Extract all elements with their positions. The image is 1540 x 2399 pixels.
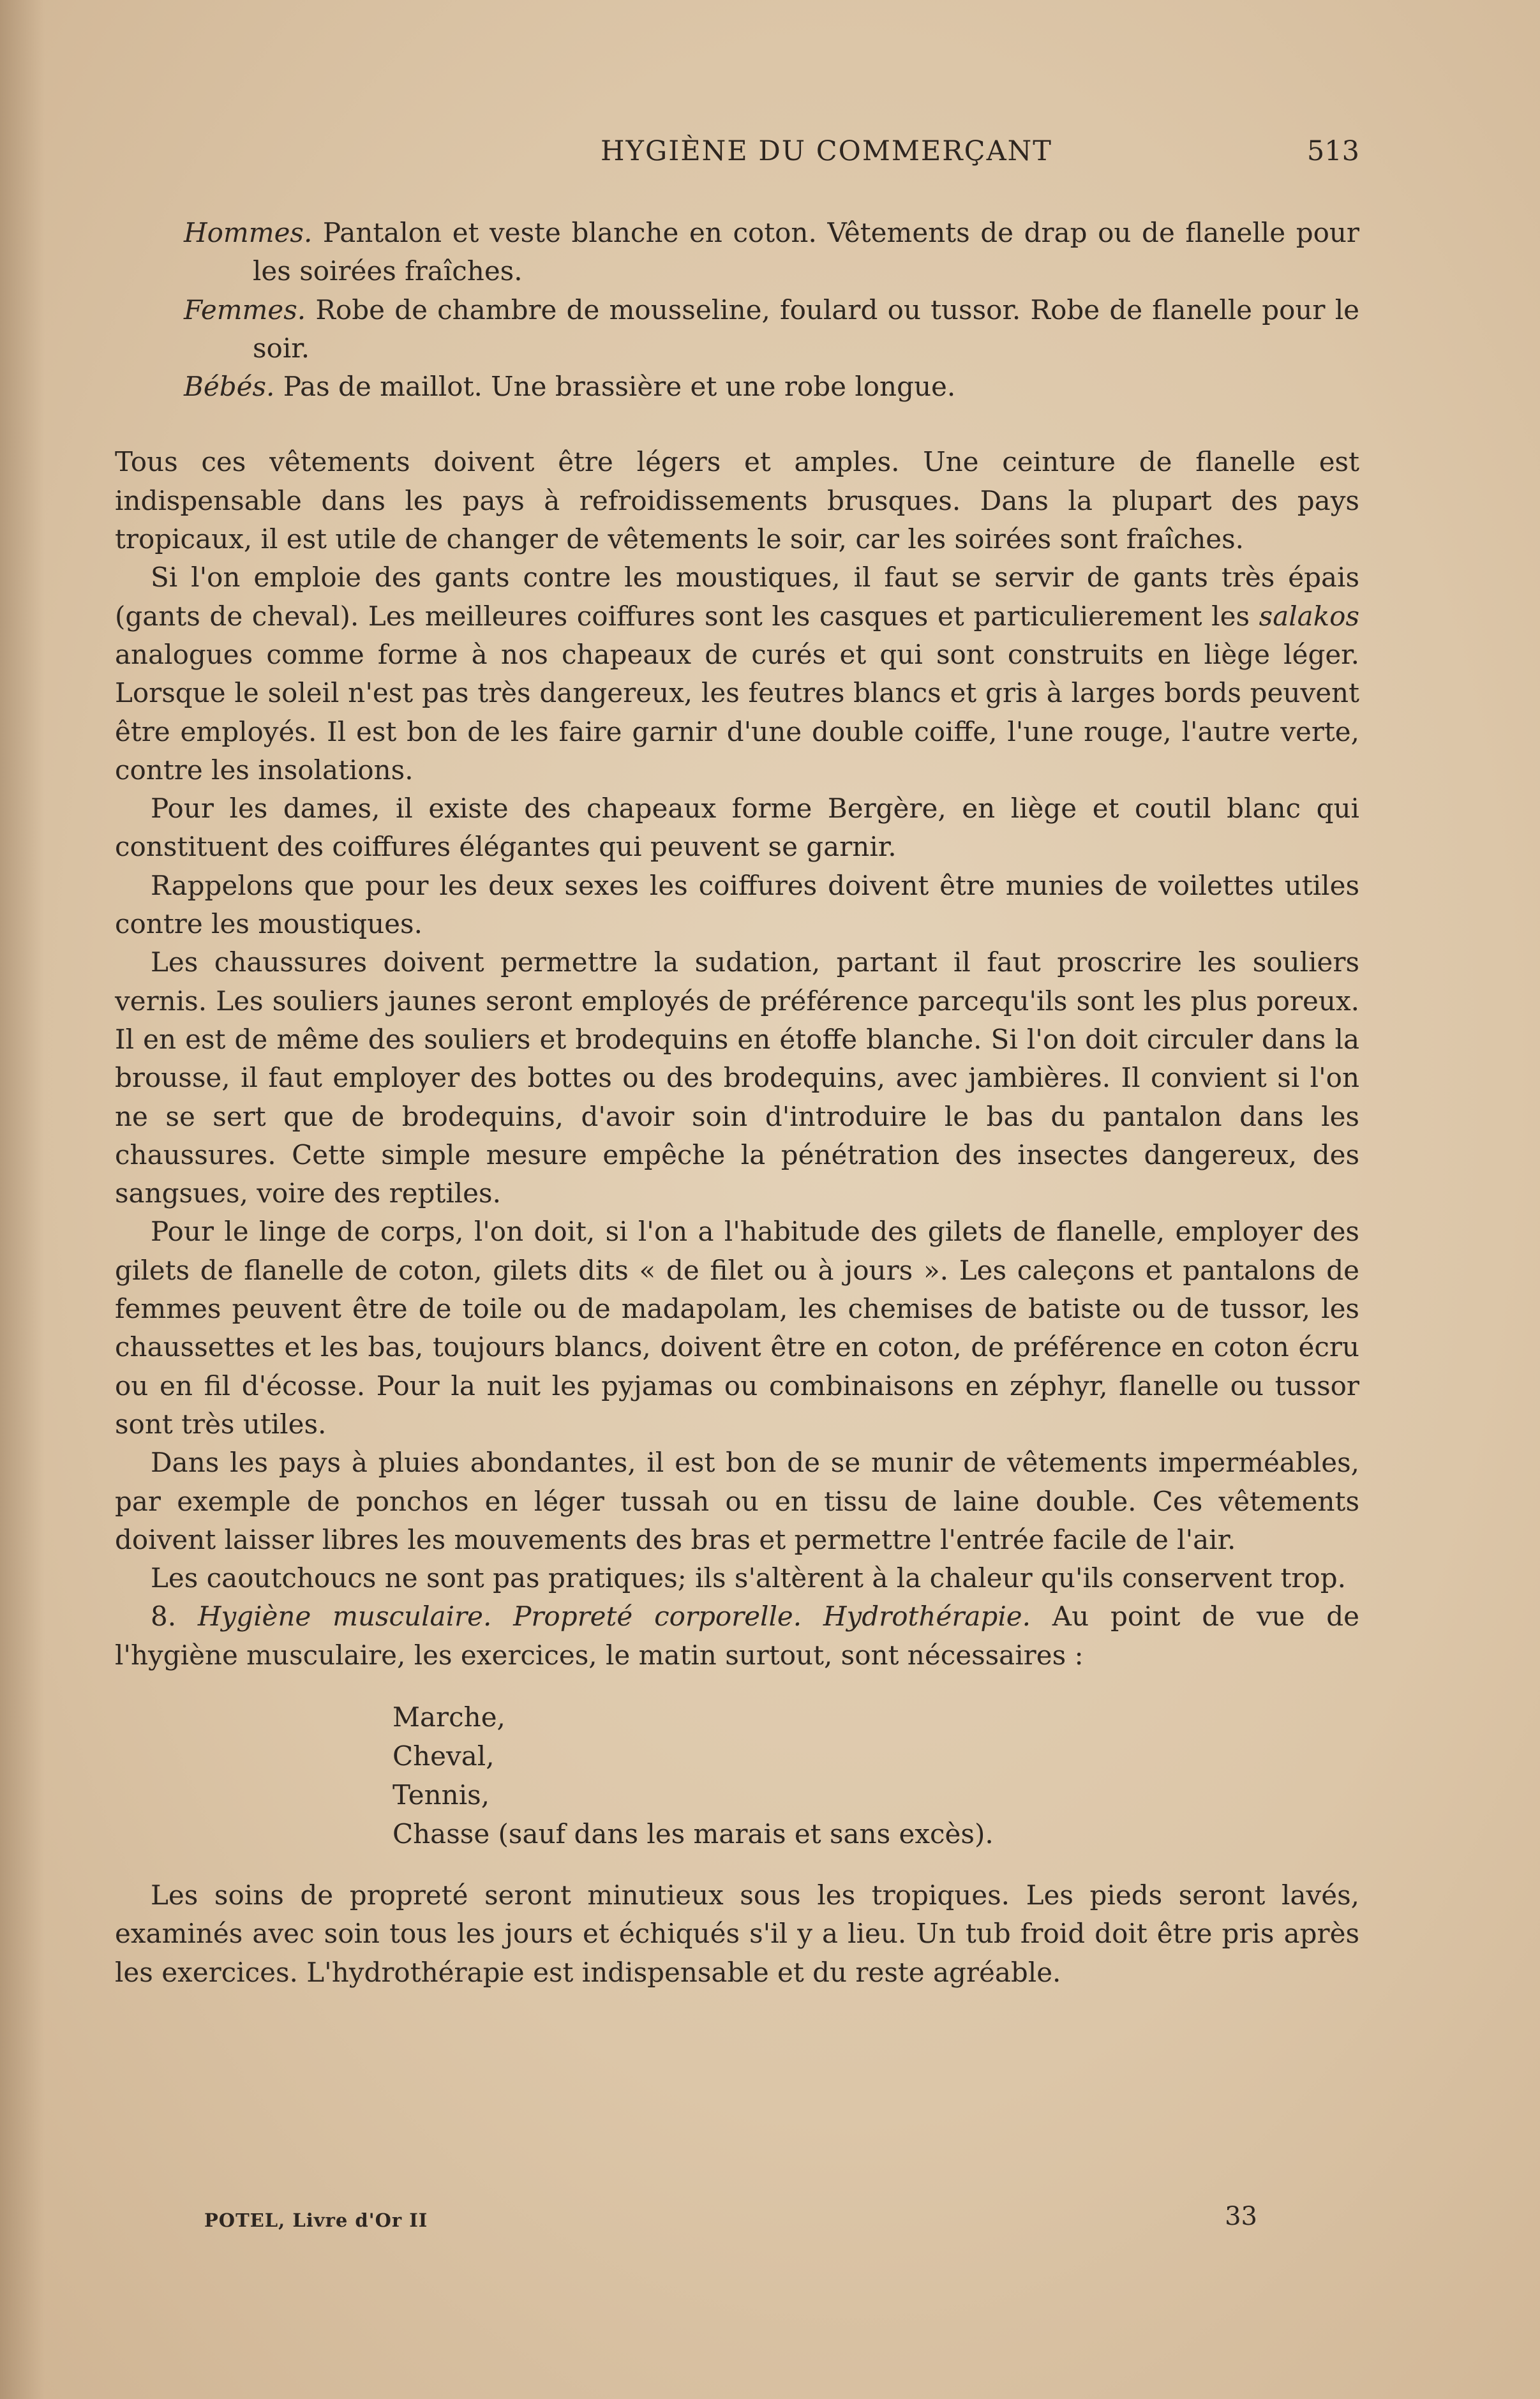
body-text xyxy=(115,214,1359,1992)
list-item: Marche, xyxy=(392,1701,505,1733)
list-item: Tennis, xyxy=(392,1779,490,1811)
clothing-entry-men xyxy=(184,214,1359,291)
entry-term: Femmes. xyxy=(184,294,306,325)
paragraph xyxy=(115,558,1359,789)
list-item: Cheval, xyxy=(392,1740,495,1772)
exercise-list xyxy=(392,1698,1359,1853)
paragraph: Tous ces vêtements doivent être légers et amples. Une ceinture de flanelle est indispensable dans les pays à refroidissements brusques. Dans la plupart des pays tropicaux, il est utile de changer de vêtements le soir, car les soirées sont fraîches. xyxy=(115,446,1359,555)
section-number: 8. xyxy=(151,1601,198,1633)
entry-text: Robe de chambre de mousseline, foulard ou tussor. Robe de flanelle pour le soir. xyxy=(253,294,1359,364)
printer-signature: POTEL, Livre d'Or II xyxy=(204,2209,428,2231)
paragraph-text: Si l'on emploie des gants contre les moustiques, il faut se servir de gants très épais (gants de cheval). Les meilleures coiffures sont les casques et particulierement les xyxy=(115,562,1359,632)
spacer xyxy=(115,406,1359,443)
paragraph: Les soins de propreté seront minutieux sous les tropiques. Les pieds seront lavés, examinés avec soin tous les jours et échiqués s'il y a lieu. Un tub froid doit être pris après les exercices. L'hydrothérapie est indispensable et du reste agréable. xyxy=(115,1879,1359,1988)
paragraph-text: Au point de vue de l'hygiène musculaire, les exercices, le matin surtout, sont nécessaires : xyxy=(115,1601,1359,1671)
paragraph: Les chaussures doivent permettre la sudation, partant il faut proscrire les souliers vernis. Les souliers jaunes seront employés de préférence parcequ'ils sont les plus poreux. Il en est de même des souliers et brodequins en étoffe blanche. Si l'on doit circuler dans la brousse, il faut employer des bottes ou des brodequins, avec jambières. Il convient si l'on ne se sert que de brodequins, d'avoir soin d'introduire le bas du pantalon dans les chaussures. Cette simple mesure empêche la pénétration des insectes dangereux, des sangsues, voire des reptiles. xyxy=(115,946,1359,1209)
paragraph: Pour les dames, il existe des chapeaux forme Bergère, en liège et coutil blanc qui constituent des coiffures élégantes qui peuvent se garnir. xyxy=(115,793,1359,863)
section-heading: Hygiène musculaire. Propreté corporelle. Hydrothérapie. xyxy=(197,1601,1031,1633)
section-paragraph xyxy=(115,1597,1359,1675)
entry-term: Hommes. xyxy=(184,217,313,248)
italic-term: salakos xyxy=(1259,600,1359,632)
paragraph-text: analogues comme forme à nos chapeaux de curés et qui sont construits en liège léger. Lorsque le soleil n'est pas très dangereux, les feutres blancs et gris à larges bords peuvent être employés. Il est bon de les faire garnir d'une double coiffe, l'une rouge, l'autre verte, contre les insolations. xyxy=(115,638,1359,786)
sheet-number: 33 xyxy=(1225,2202,1257,2231)
paragraph: Pour le linge de corps, l'on doit, si l'on a l'habitude des gilets de flanelle, employer des gilets de flanelle de coton, gilets dits « de filet ou à jours ». Les caleçons et pantalons de femmes peuvent être de toile ou de madapolam, les chemises de batiste ou de tussor, les chaussettes et les bas, toujours blancs, doivent être en coton, de préférence en coton écru ou en fil d'écosse. Pour la nuit les pyjamas ou combinaisons en zéphyr, flanelle ou tussor sont très utiles. xyxy=(115,1216,1359,1440)
running-head xyxy=(294,135,1359,186)
running-title: HYGIÈNE DU COMMERÇANT xyxy=(601,135,1052,167)
entry-term: Bébés. xyxy=(184,371,275,403)
entry-text: Pas de maillot. Une brassière et une robe longue. xyxy=(274,371,956,403)
clothing-entry-babies xyxy=(184,368,1359,406)
page-footer xyxy=(204,2202,1257,2240)
list-item: Chasse (sauf dans les marais et sans excès). xyxy=(392,1818,994,1850)
page-number: 513 xyxy=(1306,135,1359,167)
paragraph: Dans les pays à pluies abondantes, il est bon de se munir de vêtements imperméables, par exemple de ponchos en léger tussah ou en tissu de laine double. Ces vêtements doivent laisser libres les mouvements des bras et permettre l'entrée facile de l'air. xyxy=(115,1447,1359,1555)
entry-text: Pantalon et veste blanche en coton. Vêtements de drap ou de flanelle pour les soirées fraîches. xyxy=(253,217,1359,287)
paragraph: Les caoutchoucs ne sont pas pratiques; ils s'altèrent à la chaleur qu'ils conservent trop. xyxy=(151,1562,1346,1594)
paragraph: Rappelons que pour les deux sexes les coiffures doivent être munies de voilettes utiles contre les moustiques. xyxy=(115,869,1359,940)
clothing-entry-women xyxy=(184,291,1359,368)
